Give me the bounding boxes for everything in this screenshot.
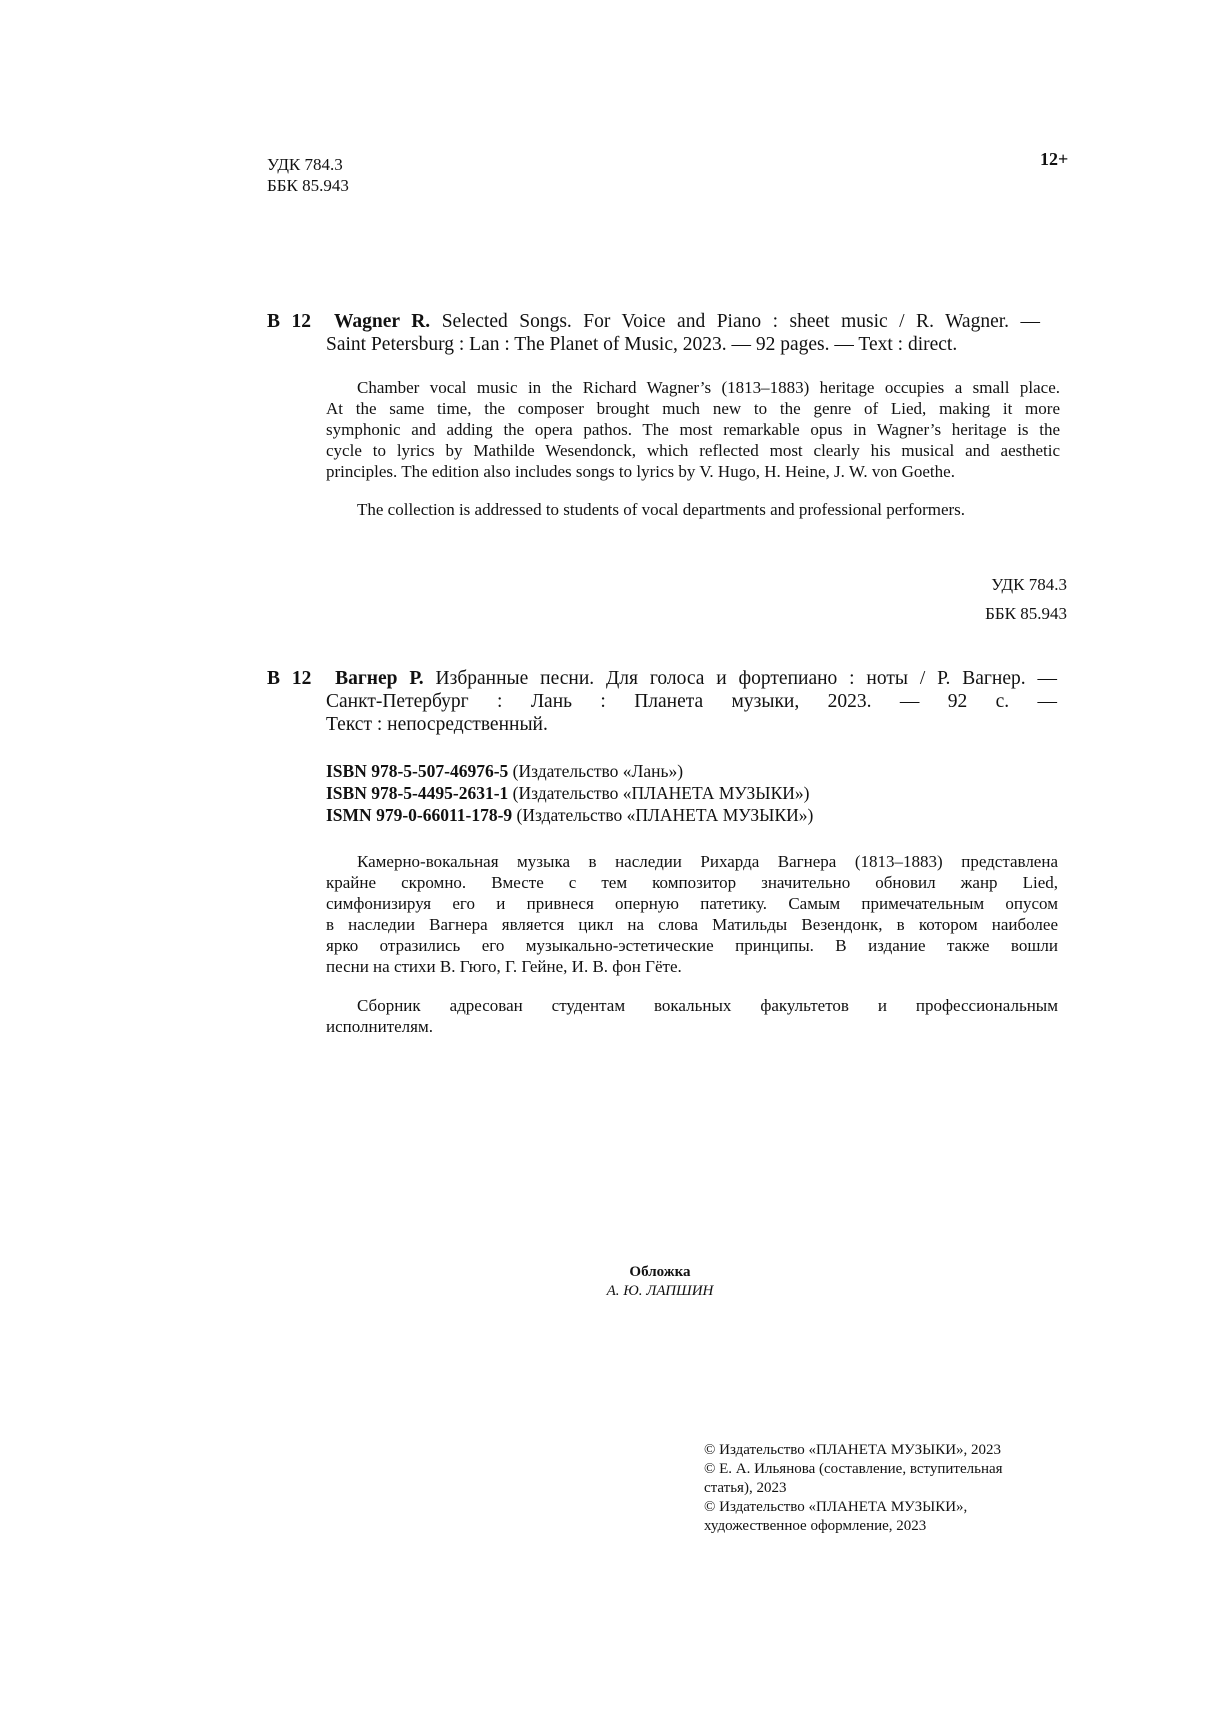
ru-entry-author: Вагнер Р. [335, 668, 424, 689]
udk-code: УДК 784.3 [267, 155, 343, 174]
ismn-number: ISMN 979-0-66011-178-9 [326, 805, 513, 825]
ru-audience-line: исполнителям. [326, 1017, 433, 1036]
ismn-publisher: (Издательство «ПЛАНЕТА МУЗЫКИ») [516, 805, 814, 825]
en-entry-line-2: Saint Petersburg : Lan : The Planet of Music, 2023. — 92 pages. — Text : direct. [326, 334, 958, 355]
en-annotation-line: cycle to lyrics by Mathilde Wesendonck, which reflected most clearly his musical and aesthetic [326, 441, 1060, 460]
identifier-list [326, 760, 813, 826]
copyright-line: © Е. А. Ильянова (составление, вступительная [704, 1461, 1003, 1477]
ru-annotation [326, 851, 1058, 977]
bbk-code: ББК 85.943 [267, 176, 349, 195]
identifier-row [326, 782, 813, 804]
cover-label: Обложка [629, 1264, 691, 1280]
en-annotation-line: principles. The edition also includes songs to lyrics by V. Hugo, H. Heine, J. W. von Goethe. [326, 462, 955, 481]
age-rating: 12+ [1040, 149, 1069, 169]
ru-entry-line-2: Санкт-Петербург : Лань : Планета музыки, 2023. — 92 с. — [326, 691, 1057, 712]
copyright-line: статья), 2023 [704, 1480, 787, 1496]
en-annotation [326, 377, 1060, 482]
copyright-line: © Издательство «ПЛАНЕТА МУЗЫКИ», [704, 1499, 968, 1515]
en-annotation-line: symphonic and adding the opera pathos. The most remarkable opus in Wagner’s heritage is the [326, 420, 1060, 439]
copyright-line: художественное оформление, 2023 [704, 1518, 927, 1534]
cover-credit [500, 1263, 820, 1301]
en-entry-line-1 [267, 310, 1040, 333]
en-bibliographic-entry [267, 310, 1040, 356]
isbn-publisher: (Издательство «Лань») [512, 761, 684, 781]
en-annotation-line: Chamber vocal music in the Richard Wagner’s (1813–1883) heritage occupies a small place. [357, 378, 1060, 397]
ru-annotation-line: в наследии Вагнера является цикл на слова Матильды Везендонк, в котором наиболее [326, 915, 1058, 934]
isbn-publisher: (Издательство «ПЛАНЕТА МУЗЫКИ») [512, 783, 810, 803]
ru-entry-code: В 12 [267, 668, 312, 689]
udk-code: УДК 784.3 [991, 575, 1067, 594]
ru-annotation-line: песни на стихи В. Гюго, Г. Гейне, И. В. фон Гёте. [326, 957, 682, 976]
top-classification [267, 154, 349, 196]
ru-audience [326, 995, 1058, 1037]
en-entry-title: Selected Songs. For Voice and Piano : sheet music / R. Wagner. — [441, 311, 1041, 332]
en-entry-author: Wagner R. [334, 311, 431, 332]
ru-annotation-line: симфонизируя его и привнеся оперную патетику. Самым примечательным опусом [326, 894, 1058, 913]
en-entry-code: В 12 [267, 311, 311, 332]
ru-annotation-line: крайне скромно. Вместе с тем композитор значительно обновил жанр Lied, [326, 873, 1058, 892]
ru-entry-line-1 [267, 667, 1057, 690]
en-annotation-line: At the same time, the composer brought much new to the genre of Lied, making it more [326, 399, 1060, 418]
identifier-row [326, 760, 813, 782]
right-classification [900, 570, 1067, 628]
ru-entry-title: Избранные песни. Для голоса и фортепиано : ноты / Р. Вагнер. — [435, 668, 1058, 689]
en-audience: The collection is addressed to students of vocal departments and professional performers. [357, 500, 966, 519]
copyright-line: © Издательство «ПЛАНЕТА МУЗЫКИ», 2023 [704, 1442, 1002, 1458]
isbn-number: ISBN 978-5-507-46976-5 [326, 761, 509, 781]
cover-artist: А. Ю. ЛАПШИН [606, 1283, 714, 1299]
ru-entry-line-3: Текст : непосредственный. [326, 714, 548, 735]
ru-audience-line: Сборник адресован студентам вокальных факультетов и профессиональным [357, 996, 1058, 1015]
copyright-block [704, 1441, 1044, 1536]
isbn-number: ISBN 978-5-4495-2631-1 [326, 783, 509, 803]
ru-bibliographic-entry [267, 667, 1057, 736]
identifier-row [326, 804, 813, 826]
bbk-code: ББК 85.943 [985, 604, 1067, 623]
ru-annotation-line: ярко отразились его музыкально-эстетические принципы. В издание также вошли [326, 936, 1058, 955]
ru-annotation-line: Камерно-вокальная музыка в наследии Рихарда Вагнера (1813–1883) представлена [357, 852, 1058, 871]
